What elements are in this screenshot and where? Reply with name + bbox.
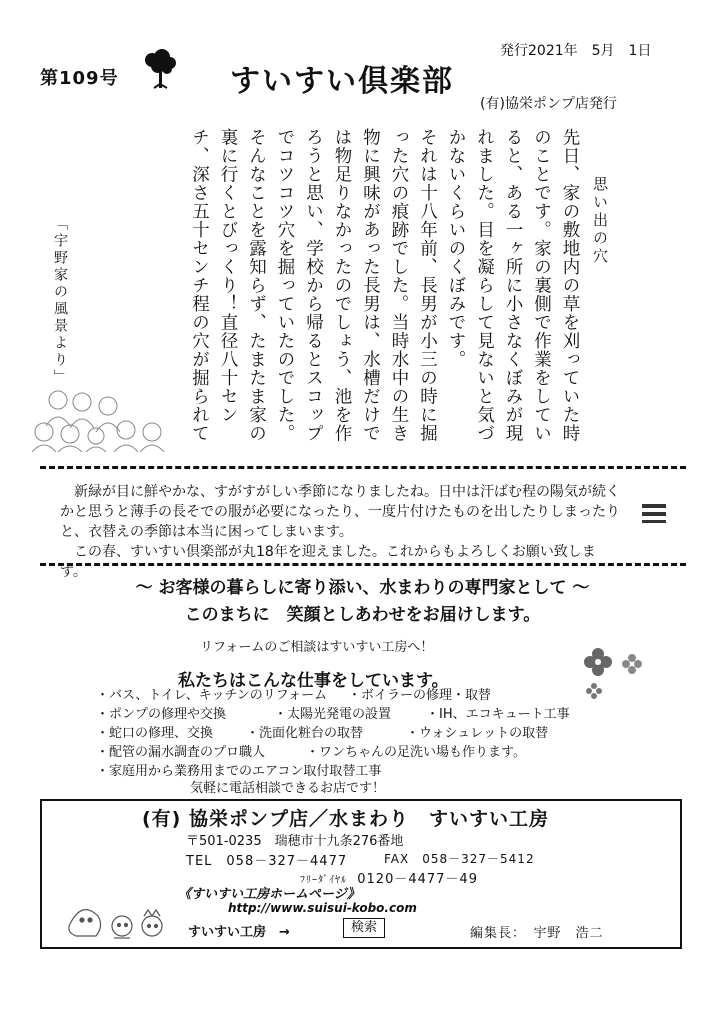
work-item: ・洗面化粧台の取替 [246,726,364,741]
work-item: ・家庭用から業務用までのエアコン取付取替工事 [96,764,382,779]
essay-paragraph: それは十八年前、長男が小三の時に掘った穴の痕跡でした。当時水中の生き物に興味があった長男は、水槽だけでは物足りなかったのでしょう、池を作ろうと思い、学校から帰るとスコップでコツコツ穴を掘っていたのでした。 [275,128,438,443]
newsletter-title: すいすい倶楽部 [230,64,454,99]
greeting-paragraph: 新緑が目に鮮やかな、すがすがしい季節になりましたね。日中は汗ばむ程の陽気が続くかと思うと薄手の長そでの服が必要になったり、一度片付けたものを出したりしまったりと、衣替えの季節は本当に困ってしまいます。 [60,484,620,540]
tree-icon [140,48,180,94]
list-item [96,743,616,762]
work-item: ・バス、トイレ、キッチンのリフォーム [96,688,328,703]
list-item [96,686,616,705]
sidebar-caption: 「宇野家の風景より」 [52,216,68,386]
work-item: ・IH、エコキュート工事 [426,707,570,722]
free-dial-number: 0120－4477－49 [357,872,478,887]
essay-title: 思い出の穴 [591,176,609,266]
work-item: ・ポンプの修理や交換 [96,707,227,722]
work-note: 気軽に電話相談できるお店です！ [190,781,386,796]
publisher: (有)協栄ポンプ店発行 [480,96,617,112]
mascot-illustration [60,896,170,946]
search-brand: すいすい工房 → [188,925,290,940]
banner-icon [640,500,668,526]
homepage-label: 《すいすい工房ホームページ》 [178,887,360,902]
work-heading: 私たちはこんな仕事をしています。 [178,671,449,691]
greeting-text [60,482,620,582]
essay-paragraph: 先日、家の敷地内の草を刈っていた時のことです。家の裏側で作業をしていると、ある一ヶ所に小さなくぼみが現れました。目を凝らして見ないと気づかないくらいのくぼみです。 [446,128,580,443]
work-item: ・ウォシュレットの取替 [406,726,549,741]
homepage-url[interactable]: http://www.suisui-kobo.com [228,901,417,915]
divider [40,563,686,566]
issue-number: 第109号 [40,68,119,89]
slogan-line-2: このまちに 笑顔としあわせをお届けします。 [184,605,541,625]
issue-date: 発行2021年 5月 1日 [500,43,652,59]
editor: 編集長： 宇野 浩二 [470,926,604,941]
family-illustration [30,386,180,452]
list-item [96,705,616,724]
free-dial-label: ﾌﾘｰﾀﾞｲﾔﾙ [300,875,347,886]
search-button[interactable]: 検索 [343,918,385,938]
essay-body [186,128,584,458]
reform-note: リフォームのご相談はすいすい工房へ！ [200,640,434,655]
work-item: ・ワンちゃんの足洗い場も作ります。 [306,745,526,760]
list-item [96,724,616,743]
essay-paragraph: そんなことを露知らず、たまたま家の裏に行くとびっくり！直径八十センチ、深さ五十センチ程の穴が掘られて [189,128,267,443]
divider [40,466,686,469]
work-item: ・蛇口の修理、交換 [96,726,214,741]
work-item: ・太陽光発電の設置 [274,707,392,722]
greeting-paragraph: この春、すいすい倶楽部が丸18年を迎えました。これからもよろしくお願い致します。 [60,544,596,580]
company-fax: FAX 058－327－5412 [384,852,535,866]
company-name: (有) 協栄ポンプ店／水まわり すいすい工房 [142,808,549,830]
company-address: 〒501-0235 瑞穂市十九条276番地 [186,834,404,849]
work-item: ・ボイラーの修理・取替 [348,688,492,703]
work-list [96,686,616,781]
slogan-line-1: ～ お客様の暮らしに寄り添い、水まわりの専門家として ～ [135,578,590,598]
company-tel: TEL 058－327－4477 [186,854,348,869]
work-item: ・配管の漏水調査のプロ職人 [96,745,266,760]
